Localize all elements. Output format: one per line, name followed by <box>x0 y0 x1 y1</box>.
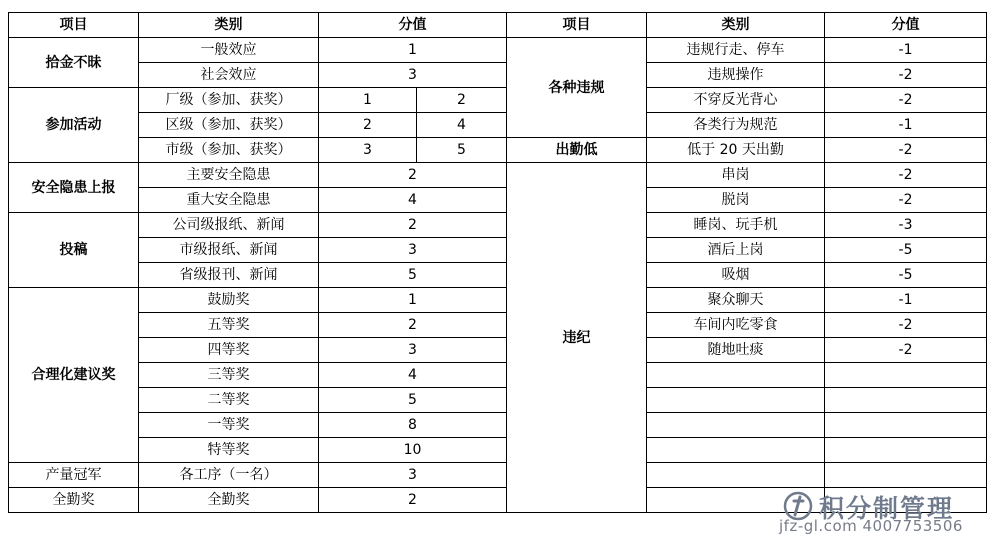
cell-score-right: -2 <box>825 88 987 113</box>
cell-score: 10 <box>319 438 507 463</box>
cell-score-right: -5 <box>825 263 987 288</box>
cell-score-award: 2 <box>417 88 507 113</box>
cell-score-right: -1 <box>825 288 987 313</box>
cell-category: 省级报刊、新闻 <box>139 263 319 288</box>
cell-category-right: 睡岗、玩手机 <box>647 213 825 238</box>
cell-score: 8 <box>319 413 507 438</box>
cell-category-right: 聚众聊天 <box>647 288 825 313</box>
cell-score: 4 <box>319 188 507 213</box>
cell-score-award: 5 <box>417 138 507 163</box>
cell-category-right: 脱岗 <box>647 188 825 213</box>
cell-score: 2 <box>319 163 507 188</box>
table-row <box>9 138 987 163</box>
table-row <box>9 338 987 363</box>
header-item-right: 项目 <box>507 13 647 38</box>
cell-category: 公司级报纸、新闻 <box>139 213 319 238</box>
score-table <box>8 12 987 513</box>
item-suggestion: 合理化建议奖 <box>9 288 139 463</box>
header-category: 类别 <box>139 13 319 38</box>
cell-category: 区级（参加、获奖） <box>139 113 319 138</box>
cell-score-right: -1 <box>825 38 987 63</box>
cell-category: 社会效应 <box>139 63 319 88</box>
watermark-title: 积分制管理 <box>819 494 955 523</box>
cell-category-right: 不穿反光背心 <box>647 88 825 113</box>
item-champion: 产量冠军 <box>9 463 139 488</box>
cell-category: 主要安全隐患 <box>139 163 319 188</box>
item-safety: 安全隐患上报 <box>9 163 139 213</box>
cell-category-right: 串岗 <box>647 163 825 188</box>
cell-empty <box>647 388 825 413</box>
header-row <box>9 13 987 38</box>
cell-score-right: -5 <box>825 238 987 263</box>
cell-category-right: 低于 20 天出勤 <box>647 138 825 163</box>
table-row <box>9 438 987 463</box>
cell-category: 市级报纸、新闻 <box>139 238 319 263</box>
cell-score: 3 <box>319 63 507 88</box>
cell-empty <box>647 438 825 463</box>
cell-score-right: -2 <box>825 338 987 363</box>
table-row <box>9 63 987 88</box>
watermark-subtitle: jfz-gl.com 4007753506 <box>779 517 963 535</box>
item-low-attendance: 出勤低 <box>507 138 647 163</box>
cell-empty <box>825 463 987 488</box>
header-category-right: 类别 <box>647 13 825 38</box>
cell-score: 3 <box>319 238 507 263</box>
cell-empty <box>647 413 825 438</box>
cell-score: 5 <box>319 388 507 413</box>
header-item: 项目 <box>9 13 139 38</box>
cell-empty <box>825 413 987 438</box>
cell-category: 一等奖 <box>139 413 319 438</box>
table-row <box>9 88 987 113</box>
cell-score: 2 <box>319 488 507 513</box>
cell-category: 鼓励奖 <box>139 288 319 313</box>
cell-score: 1 <box>319 288 507 313</box>
cell-category: 三等奖 <box>139 363 319 388</box>
cell-score-right: -1 <box>825 113 987 138</box>
cell-category: 二等奖 <box>139 388 319 413</box>
cell-category: 各工序（一名） <box>139 463 319 488</box>
cell-score-right: -2 <box>825 188 987 213</box>
cell-score: 3 <box>319 463 507 488</box>
cell-score: 2 <box>319 213 507 238</box>
cell-empty <box>825 388 987 413</box>
table-row <box>9 163 987 188</box>
cell-score-right: -2 <box>825 313 987 338</box>
table-row <box>9 238 987 263</box>
table-row <box>9 388 987 413</box>
cell-score: 4 <box>319 363 507 388</box>
cell-score-right: -2 <box>825 63 987 88</box>
table-row <box>9 363 987 388</box>
cell-empty <box>647 463 825 488</box>
cell-score-right: -3 <box>825 213 987 238</box>
cell-category-right: 各类行为规范 <box>647 113 825 138</box>
item-pickup: 拾金不昧 <box>9 38 139 88</box>
table-row <box>9 288 987 313</box>
table-row <box>9 313 987 338</box>
cell-category-right: 违规行走、停车 <box>647 38 825 63</box>
item-violations: 各种违规 <box>507 38 647 138</box>
cell-score-participate: 2 <box>319 113 417 138</box>
table-row <box>9 188 987 213</box>
cell-score-award: 4 <box>417 113 507 138</box>
cell-category: 特等奖 <box>139 438 319 463</box>
cell-category-right: 违规操作 <box>647 63 825 88</box>
cell-score-right: -2 <box>825 163 987 188</box>
cell-category: 市级（参加、获奖） <box>139 138 319 163</box>
cell-category-right: 随地吐痰 <box>647 338 825 363</box>
table-row <box>9 263 987 288</box>
cell-category: 一般效应 <box>139 38 319 63</box>
item-attendance: 全勤奖 <box>9 488 139 513</box>
cell-category: 四等奖 <box>139 338 319 363</box>
cell-score: 1 <box>319 38 507 63</box>
cell-score: 2 <box>319 313 507 338</box>
table-row <box>9 413 987 438</box>
cell-score: 5 <box>319 263 507 288</box>
cell-score-participate: 1 <box>319 88 417 113</box>
cell-score-participate: 3 <box>319 138 417 163</box>
cell-score-right: -2 <box>825 138 987 163</box>
header-score-right: 分值 <box>825 13 987 38</box>
cell-category: 厂级（参加、获奖） <box>139 88 319 113</box>
cell-empty <box>825 363 987 388</box>
table-row <box>9 113 987 138</box>
cell-category: 全勤奖 <box>139 488 319 513</box>
header-score: 分值 <box>319 13 507 38</box>
cell-empty <box>825 438 987 463</box>
table-row <box>9 213 987 238</box>
item-article: 投稿 <box>9 213 139 288</box>
cell-category-right: 吸烟 <box>647 263 825 288</box>
item-activity: 参加活动 <box>9 88 139 163</box>
cell-category-right: 车间内吃零食 <box>647 313 825 338</box>
cell-score: 3 <box>319 338 507 363</box>
cell-category-right: 酒后上岗 <box>647 238 825 263</box>
table-row <box>9 38 987 63</box>
table-row <box>9 463 987 488</box>
watermark <box>777 485 989 541</box>
item-discipline: 违纪 <box>507 163 647 513</box>
cell-category: 重大安全隐患 <box>139 188 319 213</box>
cell-empty <box>647 363 825 388</box>
cell-category: 五等奖 <box>139 313 319 338</box>
